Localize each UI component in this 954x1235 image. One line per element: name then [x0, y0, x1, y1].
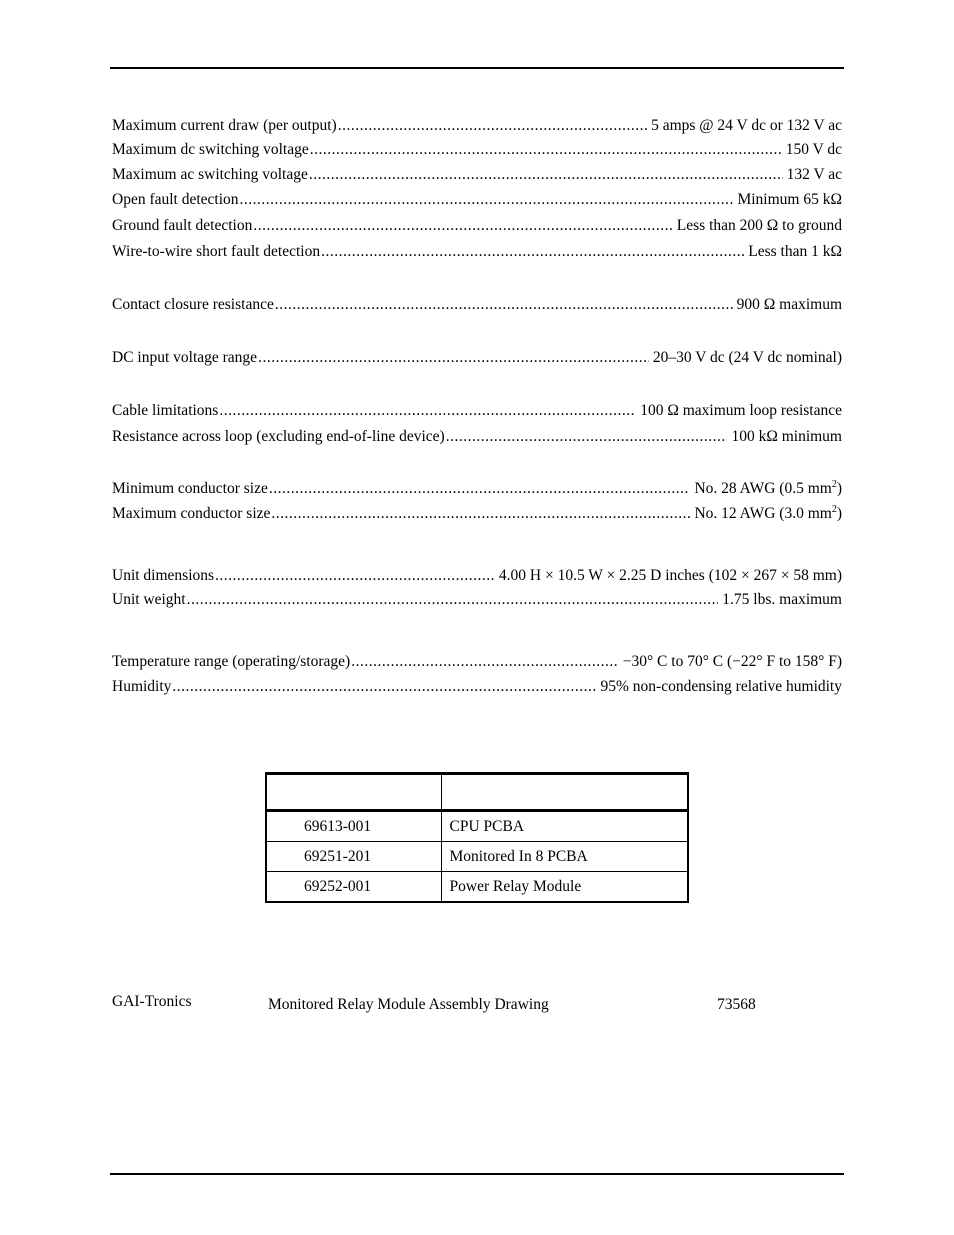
spec-label: Resistance across loop (excluding end-of-line device) [112, 428, 445, 445]
spec-label: Cable limitations [112, 402, 219, 419]
table-header-row [266, 774, 688, 811]
footer-company: GAI-Tronics [112, 993, 192, 1010]
spec-label: Unit dimensions [112, 567, 215, 584]
spec-value: 900 Ω maximum [736, 296, 842, 313]
spec-value: Less than 200 Ω to ground [676, 217, 842, 234]
table-row [266, 842, 688, 872]
spec-label: Minimum conductor size [112, 480, 268, 497]
spec-label: Contact closure resistance [112, 296, 274, 313]
spec-row-min-conductor [112, 479, 842, 499]
leader-dots [446, 427, 728, 447]
spec-label: Wire-to-wire short fault detection [112, 243, 321, 260]
leader-dots [338, 116, 647, 136]
parts-table [265, 772, 689, 903]
spec-label: Maximum ac switching voltage [112, 166, 308, 183]
spec-value: 150 V dc [785, 141, 842, 158]
spec-value: 5 amps @ 24 V dc or 132 V ac [651, 117, 842, 134]
description-cell: CPU PCBA [441, 811, 688, 842]
spec-label: Ground fault detection [112, 217, 253, 234]
leader-dots [172, 677, 596, 697]
leader-dots [258, 348, 649, 368]
spec-value: 100 Ω maximum loop resistance [640, 402, 842, 419]
spec-value: 20–30 V dc (24 V dc nominal) [652, 349, 842, 366]
spec-row-dc-input-voltage [112, 348, 842, 368]
spec-row-max-current [112, 116, 842, 136]
description-cell: Monitored In 8 PCBA [441, 842, 688, 872]
spec-row-ground-fault [112, 216, 842, 236]
spec-value: 132 V ac [786, 166, 842, 183]
spec-value: 4.00 H × 10.5 W × 2.25 D inches (102 × 267 × 58 mm) [498, 567, 842, 584]
spec-value: Less than 1 kΩ [748, 243, 842, 260]
spec-value: No. 12 AWG (3.0 $mm^2$) [694, 503, 842, 522]
spec-label: Open fault detection [112, 191, 239, 208]
leader-dots [187, 590, 719, 610]
spec-row-max-dc-voltage [112, 140, 842, 160]
spec-value: 95% non-condensing relative humidity [600, 678, 842, 695]
footer-title: Monitored Relay Module Assembly Drawing [268, 996, 549, 1013]
leader-dots [271, 504, 690, 524]
spec-row-max-conductor [112, 504, 842, 524]
spec-value: No. 28 AWG (0.5 $mm^2$) [694, 478, 842, 497]
leader-dots [310, 140, 782, 160]
spec-row-temperature [112, 652, 842, 672]
spec-label: Temperature range (operating/storage) [112, 653, 351, 670]
spec-row-unit-weight [112, 590, 842, 610]
spec-label: Maximum conductor size [112, 505, 271, 522]
part-number-cell: 69251-201 [266, 842, 441, 872]
table-row [266, 811, 688, 842]
table-header-cell [441, 774, 688, 811]
spec-row-short-fault [112, 242, 842, 262]
leader-dots [240, 190, 734, 210]
spec-label: Unit weight [112, 591, 186, 608]
header-rule [110, 67, 844, 69]
leader-dots [253, 216, 672, 236]
footer-rule [110, 1173, 844, 1175]
leader-dots [275, 295, 733, 315]
footer-drawing-number: 73568 [717, 996, 756, 1013]
leader-dots [269, 479, 691, 499]
part-number-cell: 69613-001 [266, 811, 441, 842]
spec-label: Maximum dc switching voltage [112, 141, 309, 158]
spec-label: DC input voltage range [112, 349, 258, 366]
spec-row-contact-closure [112, 295, 842, 315]
description-cell: Power Relay Module [441, 872, 688, 903]
leader-dots [351, 652, 619, 672]
spec-row-open-fault [112, 190, 842, 210]
spec-value: 1.75 lbs. maximum [722, 591, 842, 608]
leader-dots [215, 566, 495, 586]
spec-row-cable-limitations [112, 401, 842, 421]
spec-label: Humidity [112, 678, 172, 695]
spec-row-loop-resistance [112, 427, 842, 447]
table-header-cell [266, 774, 441, 811]
spec-row-humidity [112, 677, 842, 697]
spec-value: −30° C to 70° C (−22° F to 158° F) [622, 653, 842, 670]
spec-value: 100 kΩ minimum [731, 428, 842, 445]
leader-dots [321, 242, 744, 262]
spec-value: Minimum 65 kΩ [737, 191, 842, 208]
part-number-cell: 69252-001 [266, 872, 441, 903]
leader-dots [219, 401, 636, 421]
table-row [266, 872, 688, 903]
spec-label: Maximum current draw (per output) [112, 117, 337, 134]
leader-dots [309, 165, 783, 185]
spec-row-max-ac-voltage [112, 165, 842, 185]
spec-row-unit-dimensions [112, 566, 842, 586]
